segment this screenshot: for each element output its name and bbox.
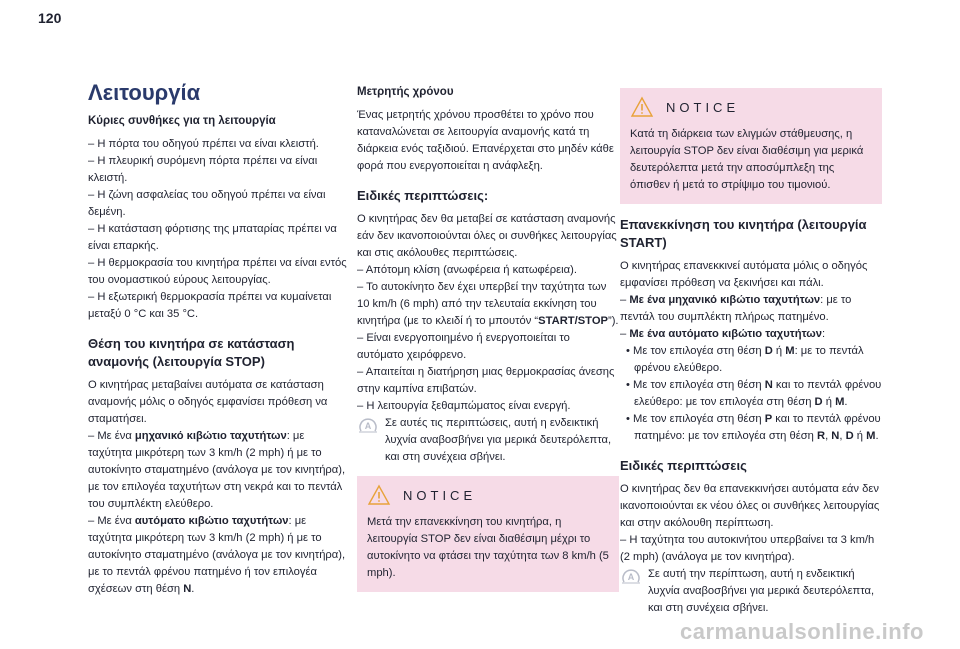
case-text: – Το αυτοκίνητο δεν έχει υπερβεί την ταχύτητα των 10 km/h (6 mph) από την τελευταία εκκίνηση του κινητήρα (με το κλειδί ή το μπουτόν “ xyxy=(357,281,607,327)
list-item: – Η θερμοκρασία του κινητήρα πρέπει να είναι εντός του ονομαστικού εύρους λειτουργίας. xyxy=(88,257,347,286)
bullet-text: και το πεντάλ φρένου ελεύθερο: με τον επιλογέα στη θέση xyxy=(634,379,882,408)
notice-box xyxy=(357,476,619,592)
bullet-item xyxy=(620,377,882,411)
list-item: – Η λειτουργία ξεθαμπώματος είναι ενεργή. xyxy=(357,400,571,412)
period: . xyxy=(191,583,195,595)
column-2 xyxy=(357,84,619,600)
comma: , xyxy=(839,430,846,442)
list-item: – Η ταχύτητα του αυτοκινήτου υπερβαίνει τα 3 km/h (2 mph) (ανάλογα με τον κινητήρα). xyxy=(620,534,875,563)
or-text: ή xyxy=(822,396,836,408)
timer-text: Ένας μετρητής χρόνου προσθέτει το χρόνο που καταναλώνεται σε λειτουργία αναμονής κατά τη διάρκεια ενός ταξιδιού. Επανέρχεται στο μηδέν κάθε φορά που ενεργοποιείται η ανάφλεξη. xyxy=(357,109,614,172)
warning-icon xyxy=(630,96,654,118)
conditions-heading: Κύριες συνθήκες για τη λειτουργία xyxy=(88,115,276,127)
period: . xyxy=(875,430,879,442)
gear-n-label: N xyxy=(183,583,192,595)
auto-gearbox-text: : με ταχύτητα μικρότερη των 3 km/h (2 mph) ή με το αυτοκίνητο σταματημένο (ανάλογα με τον κινητήρα), με το πεντάλ φρένου πατημένο ή τον επιλογέα σχέσεων στη θέση xyxy=(88,515,346,595)
page-title: Λειτουργία xyxy=(88,80,201,105)
eco-indicator-note xyxy=(357,415,619,466)
case-close: ”). xyxy=(607,315,619,327)
dash: – Με ένα xyxy=(88,430,135,442)
eco-indicator-text: Σε αυτές τις περιπτώσεις, αυτή η ενδεικτική λυχνία αναβοσβήνει για μερικά δευτερόλεπτα, και στη συνέχεια σβήνει. xyxy=(385,417,612,463)
list-item: – Είναι ενεργοποιημένο ή ενεργοποιείται το αυτόματο χειρόφρενο. xyxy=(357,332,570,361)
gear-n-label: N xyxy=(764,379,773,391)
gear-m-label: M xyxy=(785,345,795,357)
auto-gearbox-label: αυτόματο κιβώτιο ταχυτήτων xyxy=(134,515,289,527)
list-item: – Η εξωτερική θερμοκρασία πρέπει να κυμαίνεται μεταξύ 0 °C και 35 °C. xyxy=(88,291,332,320)
list-item-manual-gearbox xyxy=(620,292,882,326)
list-item: – Απότομη κλίση (ανωφέρεια ή κατωφέρεια). xyxy=(357,264,577,276)
eco-indicator-icon xyxy=(357,416,379,434)
timer-heading: Μετρητής χρόνου xyxy=(357,86,454,98)
list-item: – Η κατάσταση φόρτισης της μπαταρίας πρέπει να είναι επαρκής. xyxy=(88,223,337,252)
special-cases-heading: Ειδικές περιπτώσεις: xyxy=(357,188,489,203)
notice-title: NOTICE xyxy=(403,487,477,503)
column-1 xyxy=(88,80,350,598)
notice-text: Κατά τη διάρκεια των ελιγμών στάθμευσης, η λειτουργία STOP δεν είναι διαθέσιμη για μερικά δευτερόλεπτα μετά την αποσύμπλεξη της όπισθεν ή μετά το στρίψιμο του τιμονιού. xyxy=(630,128,864,191)
eco-indicator-note xyxy=(620,566,882,617)
eco-indicator-text: Σε αυτή την περίπτωση, αυτή η ενδεικτική λυχνία αναβοσβήνει για μερικά δευτερόλεπτα, και στη συνέχεια σβήνει. xyxy=(648,568,875,614)
warning-icon xyxy=(367,484,391,506)
list-item-manual-gearbox xyxy=(88,428,350,513)
restart-intro: Ο κινητήρας επανεκκινεί αυτόματα μόλις ο οδηγός εμφανίσει πρόθεση να ξεκινήσει και πάλι. xyxy=(620,260,868,289)
bullet-text: και το πεντάλ φρένου πατημένο: με τον επιλογέα στη θέση xyxy=(634,413,881,442)
or-text: ή xyxy=(853,430,867,442)
list-item: – Η πόρτα του οδηγού πρέπει να είναι κλειστή. xyxy=(88,138,319,150)
list-item-auto-gearbox xyxy=(620,326,882,343)
gear-n-label: N xyxy=(831,430,840,442)
bullet-text: • Με τον επιλογέα στη θέση xyxy=(626,413,765,425)
special-cases-intro: Ο κινητήρας δεν θα επανεκκινήσει αυτόματα εάν δεν ικανοποιούνται εκ νέου όλες οι συνθήκες λειτουργίας και στην ακόλουθη περίπτωση. xyxy=(620,483,880,529)
bullet-text: : με το πεντάλ φρένου ελεύθερο. xyxy=(634,345,864,374)
eco-indicator-icon xyxy=(620,567,642,585)
dash: – xyxy=(620,294,630,306)
bullet-text: • Με τον επιλογέα στη θέση xyxy=(626,379,765,391)
manual-gearbox-label: Με ένα μηχανικό κιβώτιο ταχυτήτων xyxy=(629,294,821,306)
bullet-text: • Με τον επιλογέα στη θέση xyxy=(626,345,765,357)
auto-gearbox-text: : xyxy=(821,328,826,340)
gear-p-label: P xyxy=(764,413,773,425)
watermark: carmanualsonline.info xyxy=(680,619,924,644)
period: . xyxy=(844,396,848,408)
notice-text: Μετά την επανεκκίνηση του κινητήρα, η λειτουργία STOP δεν είναι διαθέσιμη μέχρι το αυτοκίνητο να φτάσει την ταχύτητα των 8 km/h (5 mph). xyxy=(367,516,609,579)
manual-gearbox-text: : με ταχύτητα μικρότερη των 3 km/h (2 mph) ή με το αυτοκίνητο σταματημένο (ανάλογα με τον κινητήρα), με τον επιλογέα ταχυτήτων στη νεκρά και το πεντάλ του συμπλέκτη ελεύθερο. xyxy=(88,430,346,510)
svg-text:A: A xyxy=(364,421,372,431)
page-number: 120 xyxy=(38,10,62,26)
special-cases-intro: Ο κινητήρας δεν θα μεταβεί σε κατάσταση αναμονής εάν δεν ικανοποιούνται όλες οι συνθήκες λειτουργίας και στις ακόλουθες περιπτώσεις. xyxy=(357,213,617,259)
dash: – xyxy=(620,328,630,340)
start-stop-label: START/STOP xyxy=(538,315,608,327)
dash: – Με ένα xyxy=(88,515,135,527)
bullet-item xyxy=(620,411,882,445)
conditions-list xyxy=(88,136,350,323)
gear-d-label: D xyxy=(764,345,773,357)
stop-mode-intro: Ο κινητήρας μεταβαίνει αυτόματα σε κατάσταση αναμονής μόλις ο οδηγός εμφανίσει πρόθεση να σταματήσει. xyxy=(88,379,328,425)
gear-d-label: D xyxy=(814,396,823,408)
gear-r-label: R xyxy=(816,430,826,442)
comma: , xyxy=(825,430,832,442)
manual-gearbox-label: μηχανικό κιβώτιο ταχυτήτων xyxy=(134,430,287,442)
svg-text:A: A xyxy=(627,572,635,582)
stop-mode-heading: Θέση του κινητήρα σε κατάσταση αναμονής (λειτουργία STOP) xyxy=(88,336,295,369)
or-text: ή xyxy=(772,345,786,357)
list-item xyxy=(357,279,619,330)
auto-gearbox-label: Με ένα αυτόματο κιβώτιο ταχυτήτων xyxy=(629,328,822,340)
special-cases-heading: Ειδικές περιπτώσεις xyxy=(620,458,747,473)
gear-m-label: M xyxy=(835,396,845,408)
manual-gearbox-text: : με το πεντάλ του συμπλέκτη πλήρως πατημένο. xyxy=(620,294,852,323)
list-item-auto-gearbox xyxy=(88,513,350,598)
restart-heading: Επανεκκίνηση του κινητήρα (λειτουργία START) xyxy=(620,217,867,250)
gear-m-label: M xyxy=(866,430,876,442)
bullet-item xyxy=(620,343,882,377)
list-item: – Η ζώνη ασφαλείας του οδηγού πρέπει να είναι δεμένη. xyxy=(88,189,326,218)
column-3 xyxy=(620,88,882,617)
list-item: – Απαιτείται η διατήρηση μιας θερμοκρασίας άνεσης στην καμπίνα επιβατών. xyxy=(357,366,615,395)
notice-title: NOTICE xyxy=(666,99,740,115)
list-item: – Η πλευρική συρόμενη πόρτα πρέπει να είναι κλειστή. xyxy=(88,155,318,184)
gear-d-label: D xyxy=(845,430,854,442)
notice-box xyxy=(620,88,882,204)
